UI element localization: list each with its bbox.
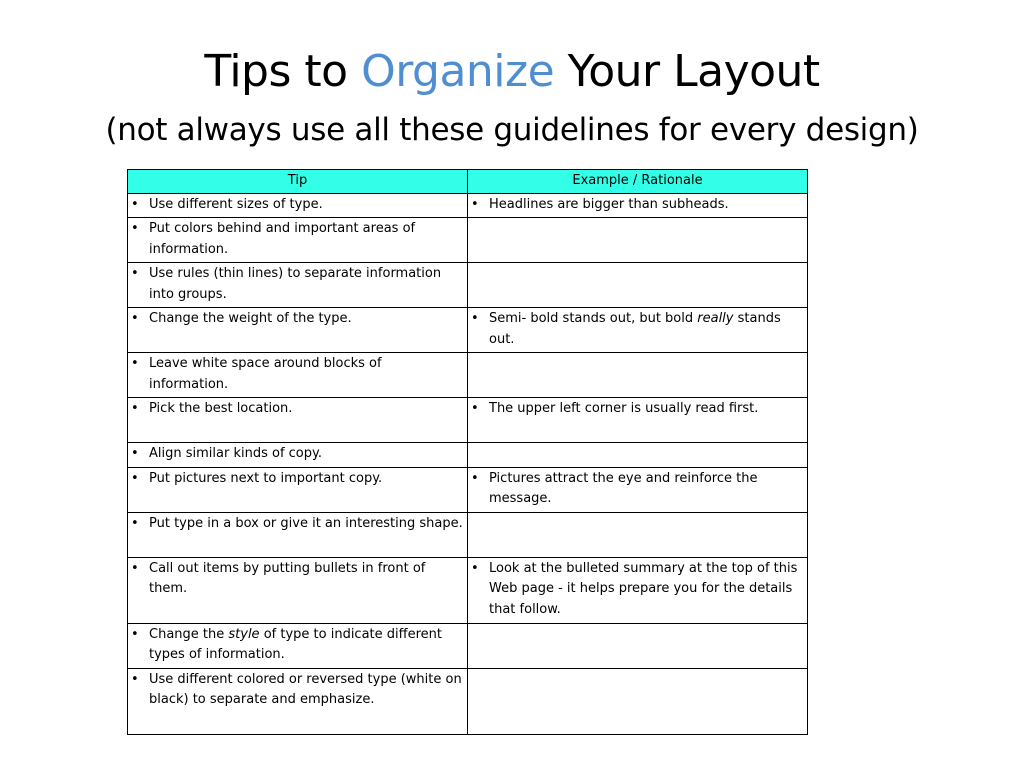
- example-text-part: Semi- bold stands out, but bold: [489, 311, 698, 326]
- title-accent-word: Organize: [361, 46, 555, 97]
- table-header-row: [128, 170, 808, 194]
- table-row: [128, 467, 808, 512]
- tip-text: Change the weight of the type.: [149, 311, 352, 326]
- example-cell: [468, 308, 808, 353]
- tip-text: Align similar kinds of copy.: [149, 446, 322, 461]
- bullet: •: [131, 560, 139, 576]
- bullet: •: [131, 311, 139, 326]
- example-cell: [468, 193, 808, 218]
- tip-cell: [128, 398, 468, 443]
- example-cell: [468, 398, 808, 443]
- example-cell: [468, 443, 808, 468]
- table-row: [128, 193, 808, 218]
- bullet: •: [131, 626, 139, 642]
- bullet: •: [131, 470, 139, 486]
- example-text-part: stands out.: [489, 311, 781, 347]
- bullet: •: [131, 446, 139, 461]
- tip-cell: [128, 623, 468, 668]
- tip-text: Use different sizes of type.: [149, 196, 323, 212]
- table-row: [128, 443, 808, 468]
- bullet: •: [131, 671, 139, 687]
- table-row: [128, 353, 808, 398]
- bullet: •: [131, 356, 139, 371]
- table-row: [128, 398, 808, 443]
- bullet: •: [471, 311, 479, 326]
- tip-text: Leave white space around blocks of information.: [149, 356, 382, 392]
- title-text-start: Tips to: [204, 46, 362, 97]
- bullet: •: [471, 560, 479, 576]
- example-cell: [468, 218, 808, 263]
- tip-text-part: of type to indicate different types of information.: [149, 626, 442, 662]
- tip-text: Put pictures next to important copy.: [149, 470, 383, 486]
- example-text: The upper left corner is usually read first.: [489, 401, 759, 416]
- example-text: Pictures attract the eye and reinforce the message.: [489, 470, 758, 506]
- table-row: [128, 263, 808, 308]
- example-cell: [468, 263, 808, 308]
- example-cell: [468, 512, 808, 557]
- bullet: •: [131, 196, 139, 212]
- column-header-tip: Tip: [128, 170, 468, 194]
- bullet: •: [131, 401, 139, 416]
- tip-text: Put colors behind and important areas of information.: [149, 221, 416, 257]
- bullet: •: [131, 221, 139, 236]
- table-row: [128, 218, 808, 263]
- tip-cell: [128, 467, 468, 512]
- bullet: •: [131, 515, 139, 531]
- tip-cell: [128, 443, 468, 468]
- tip-text: Call out items by putting bullets in front of them.: [149, 560, 426, 596]
- tip-text-italic: style: [228, 626, 260, 642]
- title-text-end: Your Layout: [554, 46, 820, 97]
- example-cell: [468, 467, 808, 512]
- tip-cell: [128, 308, 468, 353]
- example-cell: [468, 668, 808, 734]
- example-cell: [468, 353, 808, 398]
- tip-text: Pick the best location.: [149, 401, 293, 416]
- tip-cell: [128, 193, 468, 218]
- page-title: [0, 44, 1024, 100]
- tip-text: Use different colored or reversed type (white on black) to separate and emphasize.: [149, 671, 462, 707]
- tip-text: Use rules (thin lines) to separate information into groups.: [149, 266, 442, 302]
- tip-text-part: Change the: [149, 626, 229, 642]
- example-text: [489, 309, 804, 350]
- bullet: •: [471, 470, 479, 486]
- page-subtitle: (not always use all these guidelines for every design): [105, 112, 919, 148]
- tip-cell: [128, 218, 468, 263]
- example-cell: [468, 623, 808, 668]
- example-cell: [468, 557, 808, 623]
- example-text-italic: really: [697, 311, 734, 326]
- table-row: [128, 308, 808, 353]
- column-header-example: Example / Rationale: [468, 170, 808, 194]
- tip-cell: [128, 353, 468, 398]
- table-row: [128, 668, 808, 734]
- tip-cell: [128, 557, 468, 623]
- tips-table: [127, 169, 808, 735]
- tip-cell: [128, 512, 468, 557]
- table-row: [128, 623, 808, 668]
- bullet: •: [471, 401, 479, 416]
- tip-text: Put type in a box or give it an interesting shape.: [149, 515, 463, 531]
- tip-text: [149, 625, 464, 666]
- bullet: •: [471, 196, 479, 212]
- table-row: [128, 557, 808, 623]
- bullet: •: [131, 266, 139, 281]
- table-row: [128, 512, 808, 557]
- example-text: Headlines are bigger than subheads.: [489, 196, 729, 212]
- tip-cell: [128, 668, 468, 734]
- example-text: Look at the bulleted summary at the top of this Web page - it helps prepare you for the details that follow.: [489, 560, 798, 617]
- tip-cell: [128, 263, 468, 308]
